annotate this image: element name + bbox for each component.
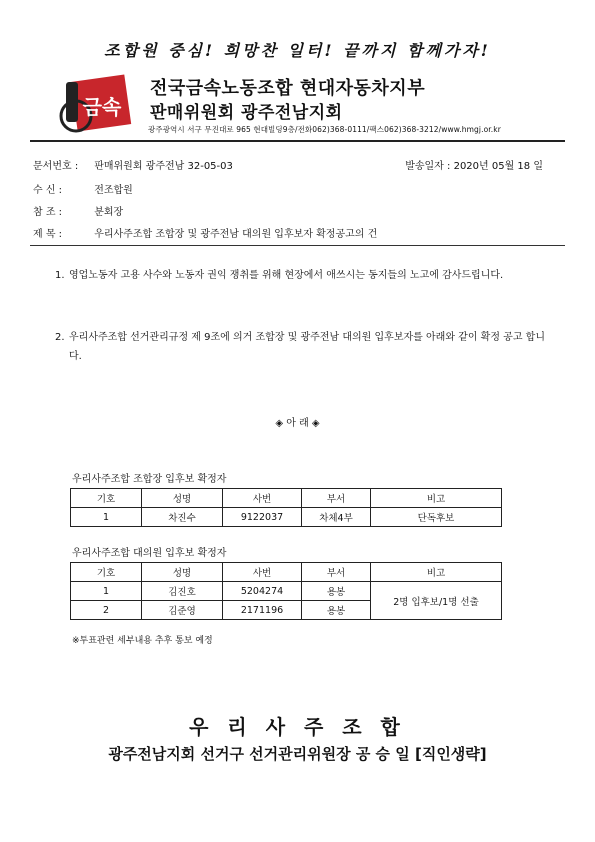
reference-value: 분회장 (94, 207, 124, 218)
col-number: 기호 (71, 563, 142, 582)
send-date-row (405, 157, 543, 172)
logo-text: 금속 (82, 95, 122, 119)
table2-title: 우리사주조합 대의원 입후보 확정자 (72, 548, 227, 559)
cell-remarks: 단독후보 (371, 508, 502, 527)
doc-number-label: 문서번호 : (33, 161, 79, 172)
cell-remarks-merged: 2명 입후보/1명 선출 (371, 582, 502, 620)
send-date-label: 발송일자 : (405, 161, 451, 172)
table-row (71, 582, 502, 601)
col-name: 성명 (142, 563, 223, 582)
cell-name: 차진수 (142, 508, 223, 527)
org-name-line2: 판매위원회 광주전남지회 (150, 103, 343, 123)
paragraph-2-text: 우리사주조합 선거관리규정 제 9조에 의거 조합장 및 광주전남 대의원 입후보자를 아래와 같이 확정 공고 합니다. (69, 332, 545, 362)
footnote: ※투표관련 세부내용 추후 통보 예정 (72, 636, 213, 646)
paragraph-1-number: 1. (55, 270, 65, 281)
table-header-row (71, 489, 502, 508)
candidate-table-delegate (70, 562, 502, 620)
cell-number: 2 (71, 601, 142, 620)
table-header-row (71, 563, 502, 582)
cell-employee-id: 2171196 (223, 601, 302, 620)
subject-value: 우리사주조합 조합장 및 광주전남 대의원 입후보자 확정공고의 건 (94, 229, 378, 240)
col-employee-id: 사번 (223, 563, 302, 582)
col-remarks: 비고 (371, 563, 502, 582)
send-date-value: 2020년 05월 18 일 (453, 161, 543, 172)
recipient-row (33, 181, 133, 196)
cell-number: 1 (71, 582, 142, 601)
reference-label: 참 조 : (33, 207, 63, 218)
cell-department: 차체4부 (302, 508, 371, 527)
col-employee-id: 사번 (223, 489, 302, 508)
candidate-table-chair (70, 488, 502, 527)
table-row (71, 508, 502, 527)
cell-department: 용봉 (302, 601, 371, 620)
col-department: 부서 (302, 489, 371, 508)
below-heading: ◈ 아 래 ◈ (275, 418, 320, 429)
doc-number-row (33, 157, 233, 172)
meta-divider (30, 245, 565, 246)
header-divider (30, 140, 565, 142)
paragraph-1-text: 영업노동자 고용 사수와 노동자 권익 쟁취를 위해 현장에서 애쓰시는 동지들의 노고에 감사드립니다. (69, 270, 504, 281)
cell-name: 김진호 (142, 582, 223, 601)
recipient-value: 전조합원 (94, 185, 133, 196)
col-department: 부서 (302, 563, 371, 582)
cell-employee-id: 5204274 (223, 582, 302, 601)
org-name-line1: 전국금속노동조합 현대자동차지부 (150, 78, 426, 99)
recipient-label: 수 신 : (33, 185, 63, 196)
col-name: 성명 (142, 489, 223, 508)
paragraph-2-number: 2. (55, 332, 65, 343)
col-number: 기호 (71, 489, 142, 508)
doc-number-value: 판매위원회 광주전남 32-05-03 (94, 161, 233, 172)
cell-number: 1 (71, 508, 142, 527)
table1-title: 우리사주조합 조합장 입후보 확정자 (72, 474, 227, 485)
signature-org: 우 리 사 주 조 합 (189, 715, 406, 739)
slogan: 조합원 중심! 희망찬 일터! 끝까지 함께가자! (104, 41, 491, 60)
cell-department: 용봉 (302, 582, 371, 601)
signature-chair: 광주전남지회 선거구 선거관리위원장 공 승 일 [직인생략] (108, 745, 487, 763)
paragraph-2 (55, 328, 545, 366)
subject-label: 제 목 : (33, 229, 63, 240)
paragraph-1 (55, 266, 545, 285)
reference-row (33, 203, 123, 218)
union-logo (58, 72, 134, 140)
cell-employee-id: 9122037 (223, 508, 302, 527)
cell-name: 김준영 (142, 601, 223, 620)
col-remarks: 비고 (371, 489, 502, 508)
subject-row (33, 225, 377, 240)
org-address: 광주광역시 서구 무진대로 965 현대빌딩9층/전화062)368-0111/팩스062)368-3212/www.hmgj.or.kr (148, 125, 501, 134)
